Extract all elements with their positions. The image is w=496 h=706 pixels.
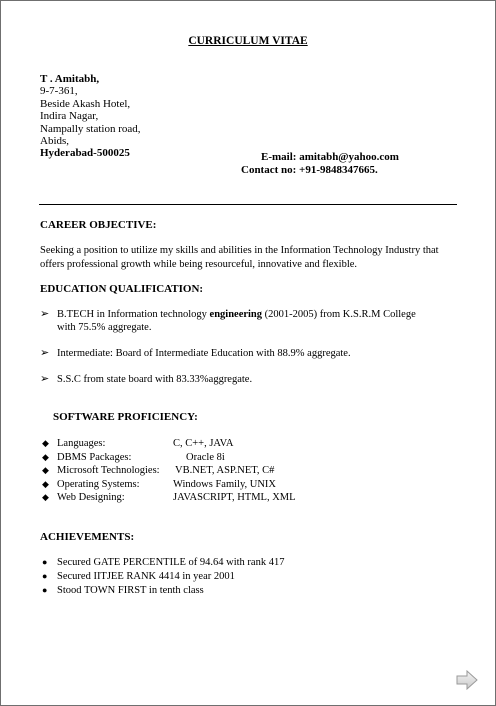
software-value: C, C++, JAVA (173, 438, 234, 449)
address-line: 9-7-361, (40, 85, 78, 98)
achievement-item (40, 585, 360, 599)
software-list (40, 438, 340, 506)
diamond-bullet-icon: ◆ (42, 465, 49, 475)
diamond-bullet-icon: ◆ (42, 438, 49, 448)
contact-phone: Contact no: +91-9848347665. (241, 164, 378, 176)
software-label: Microsoft Technologies: (57, 465, 160, 476)
diamond-bullet-icon: ◆ (42, 478, 49, 489)
contact-email: E-mail: amitabh@yahoo.com (261, 151, 399, 163)
software-label: DBMS Packages: (57, 451, 132, 463)
software-label: Web Designing: (57, 492, 125, 503)
address-line: Beside Akash Hotel, (40, 97, 131, 110)
achievements-list (40, 557, 360, 599)
software-value: VB.NET, ASP.NET, C# (175, 465, 275, 476)
address-line: Abids, (40, 135, 70, 148)
education-item-text: with 75.5% aggregate. (57, 322, 152, 333)
achievement-text: Secured GATE PERCENTILE of 94.64 with rank 417 (57, 557, 285, 568)
arrow-bullet-icon: ➢ (40, 373, 50, 385)
document-title: CURRICULUM VITAE (188, 35, 308, 47)
arrow-bullet-icon: ➢ (40, 308, 50, 320)
diamond-bullet-icon: ◆ (42, 451, 49, 462)
software-row (40, 452, 340, 466)
education-item-text: S.S.C from state board with 83.33%aggregate. (57, 374, 253, 385)
education-item (40, 347, 460, 361)
software-value: Windows Family, UNIX (173, 478, 277, 490)
section-divider (39, 204, 457, 205)
round-bullet-icon: ● (42, 571, 48, 581)
software-label: Operating Systems: (57, 478, 140, 490)
achievement-text: Secured IITJEE RANK 4414 in year 2001 (57, 571, 235, 582)
address-city: Hyderabad-500025 (40, 147, 130, 160)
education-item (40, 373, 460, 387)
achievement-item (40, 557, 360, 571)
software-row (40, 465, 340, 479)
candidate-name: T . Amitabh, (40, 73, 100, 85)
software-heading: SOFTWARE PROFICIENCY: (53, 411, 198, 423)
education-item-bold: engineering (209, 309, 263, 320)
career-text: Seeking a position to utilize my skills and abilities in the Information Technology Industry that offers professional growth while being resourceful, innovative and flexible. (40, 245, 439, 270)
education-item-text: (2001-2005) from K.S.R.M College (262, 309, 416, 320)
software-value: Oracle 8i (186, 451, 225, 463)
address-block (40, 73, 141, 160)
software-row (40, 438, 340, 452)
education-heading: EDUCATION QUALIFICATION: (40, 283, 204, 295)
achievement-item (40, 571, 360, 585)
software-value: JAVASCRIPT, HTML, XML (173, 492, 296, 503)
software-row (40, 479, 340, 493)
education-item (40, 308, 460, 336)
achievements-heading: ACHIEVEMENTS: (40, 531, 135, 543)
education-item-text: Intermediate: Board of Intermediate Education with 88.9% aggregate. (57, 348, 351, 359)
round-bullet-icon: ● (42, 557, 48, 567)
achievement-text: Stood TOWN FIRST in tenth class (57, 585, 204, 596)
address-line: Nampally station road, (40, 122, 141, 135)
address-line: Indira Nagar, (40, 110, 99, 123)
software-row (40, 492, 340, 506)
career-heading: CAREER OBJECTIVE: (40, 219, 157, 231)
round-bullet-icon: ● (42, 585, 48, 595)
arrow-bullet-icon: ➢ (40, 347, 50, 359)
software-label: Languages: (57, 438, 106, 449)
next-page-arrow-icon[interactable] (456, 670, 478, 690)
education-item-text: B.TECH in Information technology (57, 309, 210, 320)
diamond-bullet-icon: ◆ (42, 492, 49, 502)
